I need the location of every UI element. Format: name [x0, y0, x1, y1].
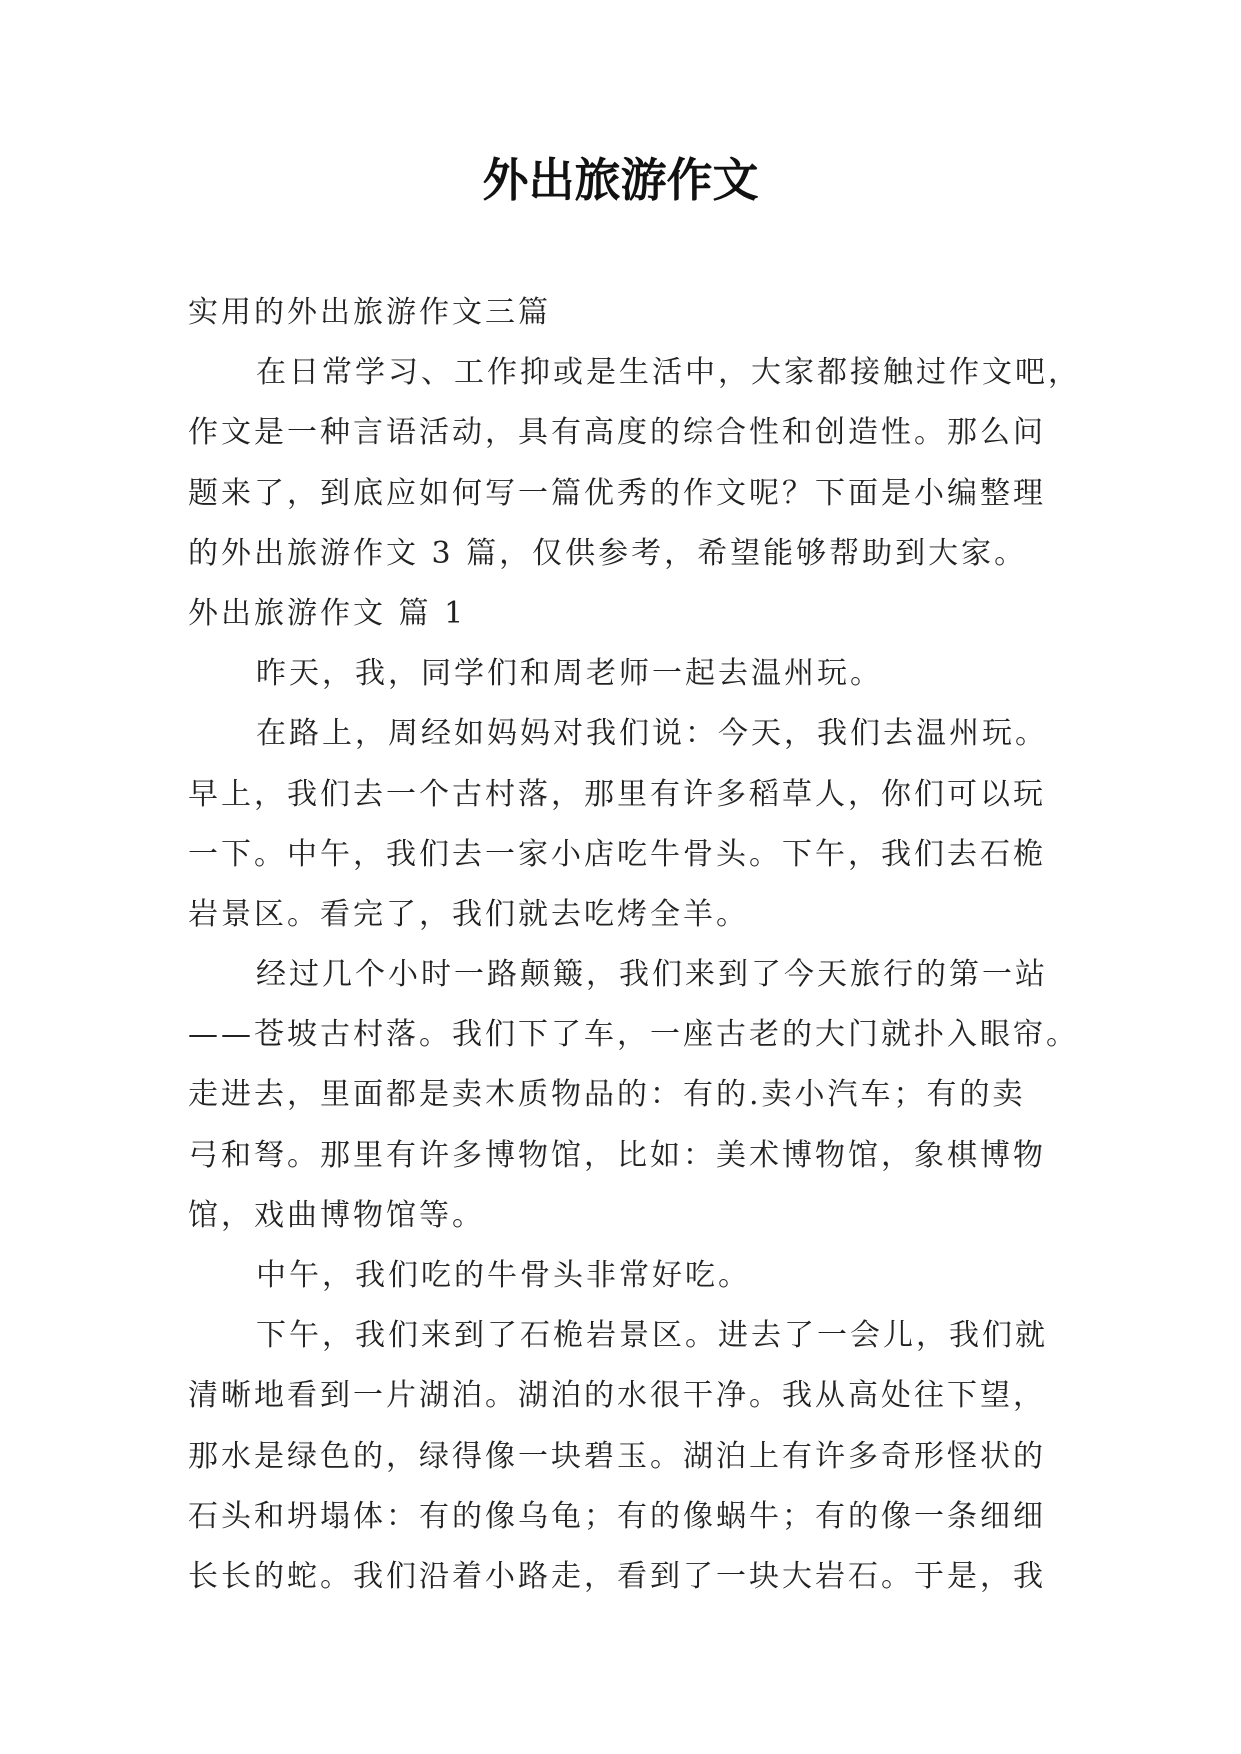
- document-body: [188, 283, 1081, 1607]
- text-line: 题来了，到底应如何写一篇优秀的作文呢？下面是小编整理: [188, 475, 1046, 511]
- text-line: 外出旅游作文 篇 1: [188, 595, 467, 631]
- text-line: 一下。中午，我们去一家小店吃牛骨头。下午，我们去石桅: [188, 836, 1046, 872]
- text-line: 实用的外出旅游作文三篇: [188, 295, 551, 330]
- text-line: 在路上，周经如妈妈对我们说：今天，我们去温州玩。: [256, 716, 1048, 752]
- text-line: 长长的蛇。我们沿着小路走，看到了一块大岩石。于是，我: [188, 1558, 1046, 1594]
- text-line: 清晰地看到一片湖泊。湖泊的水很干净。我从高处往下望，: [188, 1378, 1046, 1414]
- text-line: 的外出旅游作文 3 篇，仅供参考，希望能够帮助到大家。: [188, 535, 1028, 571]
- text-line: 昨天，我，同学们和周老师一起去温州玩。: [256, 656, 883, 692]
- text-line: 弓和弩。那里有许多博物馆，比如：美术博物馆，象棋博物: [188, 1137, 1046, 1173]
- text-line: ——苍坡古村落。我们下了车，一座古老的大门就扑入眼帘。: [188, 1017, 1079, 1053]
- document-title: 外出旅游作文: [482, 153, 759, 207]
- text-line: 作文是一种言语活动，具有高度的综合性和创造性。那么问: [188, 415, 1046, 451]
- text-line: 经过几个小时一路颠簸，我们来到了今天旅行的第一站: [256, 957, 1048, 993]
- text-line: 走进去，里面都是卖木质物品的：有的.卖小汽车；有的卖: [188, 1077, 1026, 1113]
- text-line: 岩景区。看完了，我们就去吃烤全羊。: [188, 896, 749, 932]
- text-line: 在日常学习、工作抑或是生活中，大家都接触过作文吧，: [256, 355, 1081, 391]
- text-line: 下午，我们来到了石桅岩景区。进去了一会儿，我们就: [256, 1318, 1048, 1354]
- text-line: 早上，我们去一个古村落，那里有许多稻草人，你们可以玩: [188, 776, 1046, 812]
- text-line: 那水是绿色的，绿得像一块碧玉。湖泊上有许多奇形怪状的: [188, 1438, 1046, 1474]
- text-line: 中午，我们吃的牛骨头非常好吃。: [256, 1258, 751, 1293]
- text-line: 馆，戏曲博物馆等。: [188, 1197, 485, 1233]
- text-line: 石头和坍塌体：有的像乌龟；有的像蜗牛；有的像一条细细: [188, 1498, 1046, 1534]
